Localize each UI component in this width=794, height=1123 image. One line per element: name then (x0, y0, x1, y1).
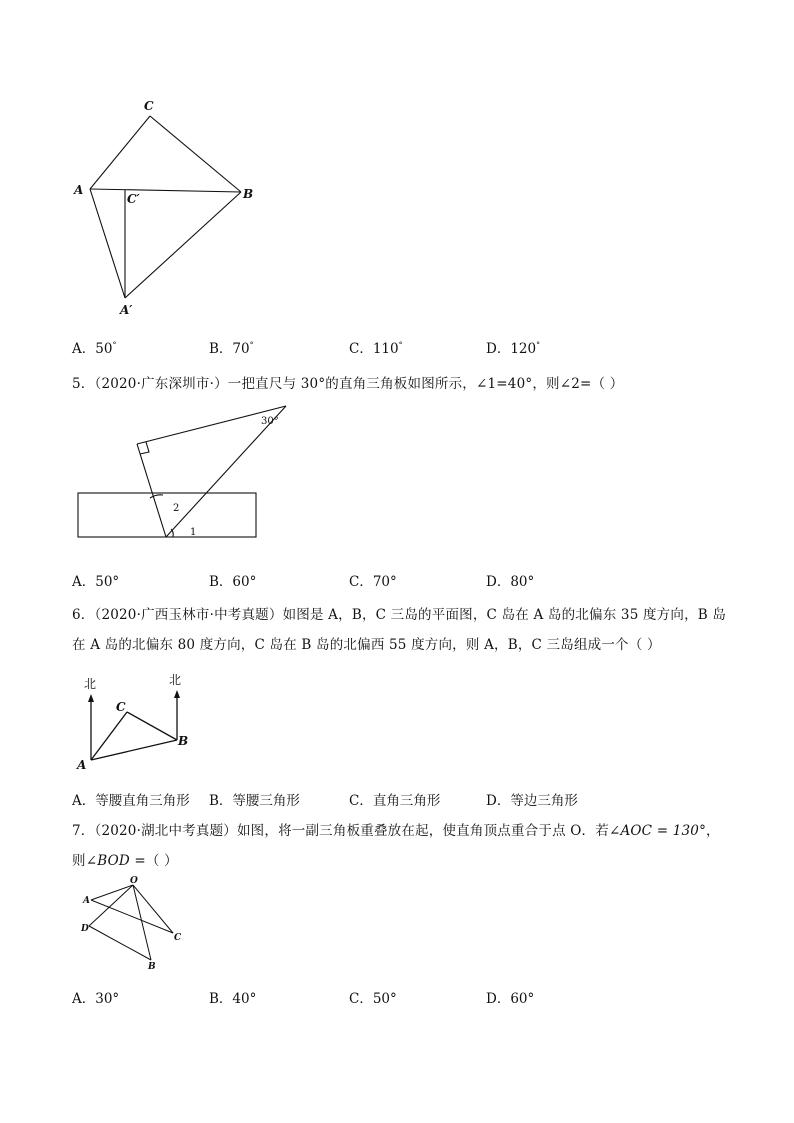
q7-label-o: O (130, 876, 138, 886)
q6-figure (70, 668, 200, 778)
q5-figure (70, 400, 279, 545)
q4-label-c-prime: C′ (127, 192, 140, 206)
q6-label-a: A (77, 758, 87, 772)
q7-label-b: B (148, 962, 156, 972)
q4-option-a: A．50° (72, 340, 117, 357)
q5-angle-2-label: 2 (173, 503, 180, 514)
q6-option-a: A．等腰直角三角形 (72, 793, 190, 809)
q4-label-c: C (144, 99, 154, 113)
q6-label-b: B (178, 734, 189, 748)
q6-label-c: C (116, 700, 126, 714)
q7-stem-line1: 7．（2020·湖北中考真题）如图，将一副三角板重叠放在起，使直角顶点重合于点 O．若∠AOC = 130°， (72, 823, 720, 839)
q7-label-a: A (83, 896, 90, 906)
q7-option-d: D．60° (486, 991, 535, 1007)
q6-option-d: D．等边三角形 (486, 793, 578, 809)
q6-north-label-a: 北 (84, 677, 97, 691)
q7-angle-aoc: ∠AOC = 130° (608, 823, 707, 839)
q7-label-d: D (81, 924, 89, 934)
q5-option-c: C．70° (349, 574, 397, 590)
q7-figure (75, 873, 190, 973)
q7-stem-line2: 则∠BOD =（ ） (72, 853, 178, 869)
q7-option-c: C．50° (349, 991, 397, 1007)
q6-option-b: B．等腰三角形 (209, 793, 300, 809)
q5-angle-30-label: 30° (261, 416, 279, 427)
q5-option-d: D．80° (486, 574, 535, 590)
q7-option-b: B．40° (209, 991, 257, 1007)
q4-option-b: B．70° (209, 340, 254, 357)
q6-option-c: C．直角三角形 (349, 793, 441, 809)
q6-stem-line1: 6．（2020·广西玉林市·中考真题）如图是 A，B，C 三岛的平面图，C 岛在 A 岛的北偏东 35 度方向，B 岛 (72, 607, 727, 623)
q4-label-a: A (74, 183, 84, 197)
q5-angle-1-label: 1 (190, 527, 197, 538)
q7-angle-bod: ∠BOD = (85, 853, 146, 869)
q6-stem-line2: 在 A 岛的北偏东 80 度方向，C 岛在 B 岛的北偏西 55 度方向，则 A，B，C 三岛组成一个（ ） (72, 637, 661, 653)
q5-option-b: B．60° (209, 574, 257, 590)
q4-label-b: B (243, 187, 254, 201)
q5-option-a: A．50° (72, 574, 120, 590)
q4-figure (70, 95, 270, 325)
q6-north-label-b: 北 (169, 673, 182, 687)
q7-option-a: A．30° (72, 991, 120, 1007)
q4-option-d: D．120° (486, 340, 541, 357)
q4-label-a-prime: A′ (120, 303, 133, 317)
q7-label-c: C (174, 933, 182, 943)
q4-option-c: C．110° (349, 340, 403, 357)
q5-stem: 5．（2020·广东深圳市·）一把直尺与 30°的直角三角板如图所示，∠1=40°，则∠2=（ ） (72, 376, 624, 392)
